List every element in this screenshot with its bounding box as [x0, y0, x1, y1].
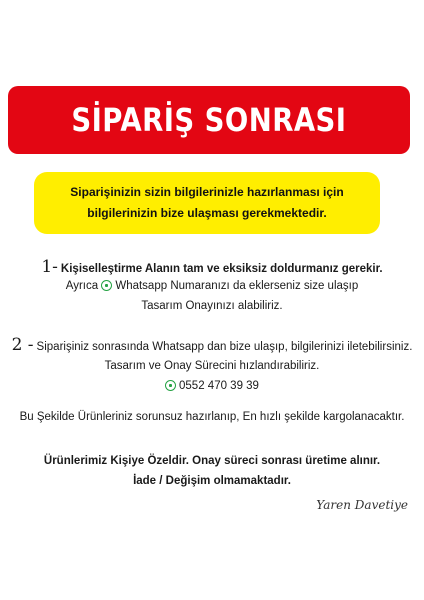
title-banner: [8, 86, 410, 154]
step-2-line-2: Tasarım ve Onay Sürecini hızlandırabiliriz.: [104, 360, 320, 372]
step-2-line-1: [0, 334, 424, 358]
step-1-text-2: Whatsapp Numaranızı da eklerseniz size ulaşıp: [115, 280, 359, 292]
banner-title: SİPARİŞ SONRASI: [71, 101, 347, 139]
phone-number: 0552 470 39 39: [179, 380, 259, 392]
whatsapp-icon: [101, 280, 112, 291]
warning-line-2: İade / Değişim olmamaktadır.: [133, 475, 291, 487]
step-1-prefix: Ayrıca: [65, 280, 99, 292]
step-1-line-2: [0, 276, 424, 296]
phone-line: [0, 376, 424, 396]
whatsapp-icon: [165, 380, 176, 391]
step-1-number: 1-: [41, 257, 58, 277]
notice-line-1: Siparişinizin sizin bilgilerinizle hazırlanması için: [70, 185, 344, 199]
step-1-line-3: Tasarım Onayınızı alabiliriz.: [141, 300, 283, 312]
step-1-text-1: Kişiselleştirme Alanın tam ve eksiksiz doldurmanız gerekir.: [60, 263, 383, 275]
info-text: Bu Şekilde Ürünleriniz sorunsuz hazırlanıp, En hızlı şekilde kargolanacaktır.: [19, 411, 405, 423]
step-2-text-1: Siparişiniz sonrasında Whatsapp dan bize ulaşıp, bilgilerinizi iletebilirsiniz.: [36, 341, 413, 353]
warning-line-1: Ürünlerimiz Kişiye Özeldir. Onay süreci sonrası üretime alınır.: [43, 455, 381, 467]
step-2-number: 2 -: [11, 335, 34, 355]
signature: Yaren Davetiye: [316, 498, 408, 512]
notice-box: [34, 172, 380, 234]
notice-line-2: bilgilerinizin bize ulaşması gerekmektedir.: [87, 206, 327, 220]
